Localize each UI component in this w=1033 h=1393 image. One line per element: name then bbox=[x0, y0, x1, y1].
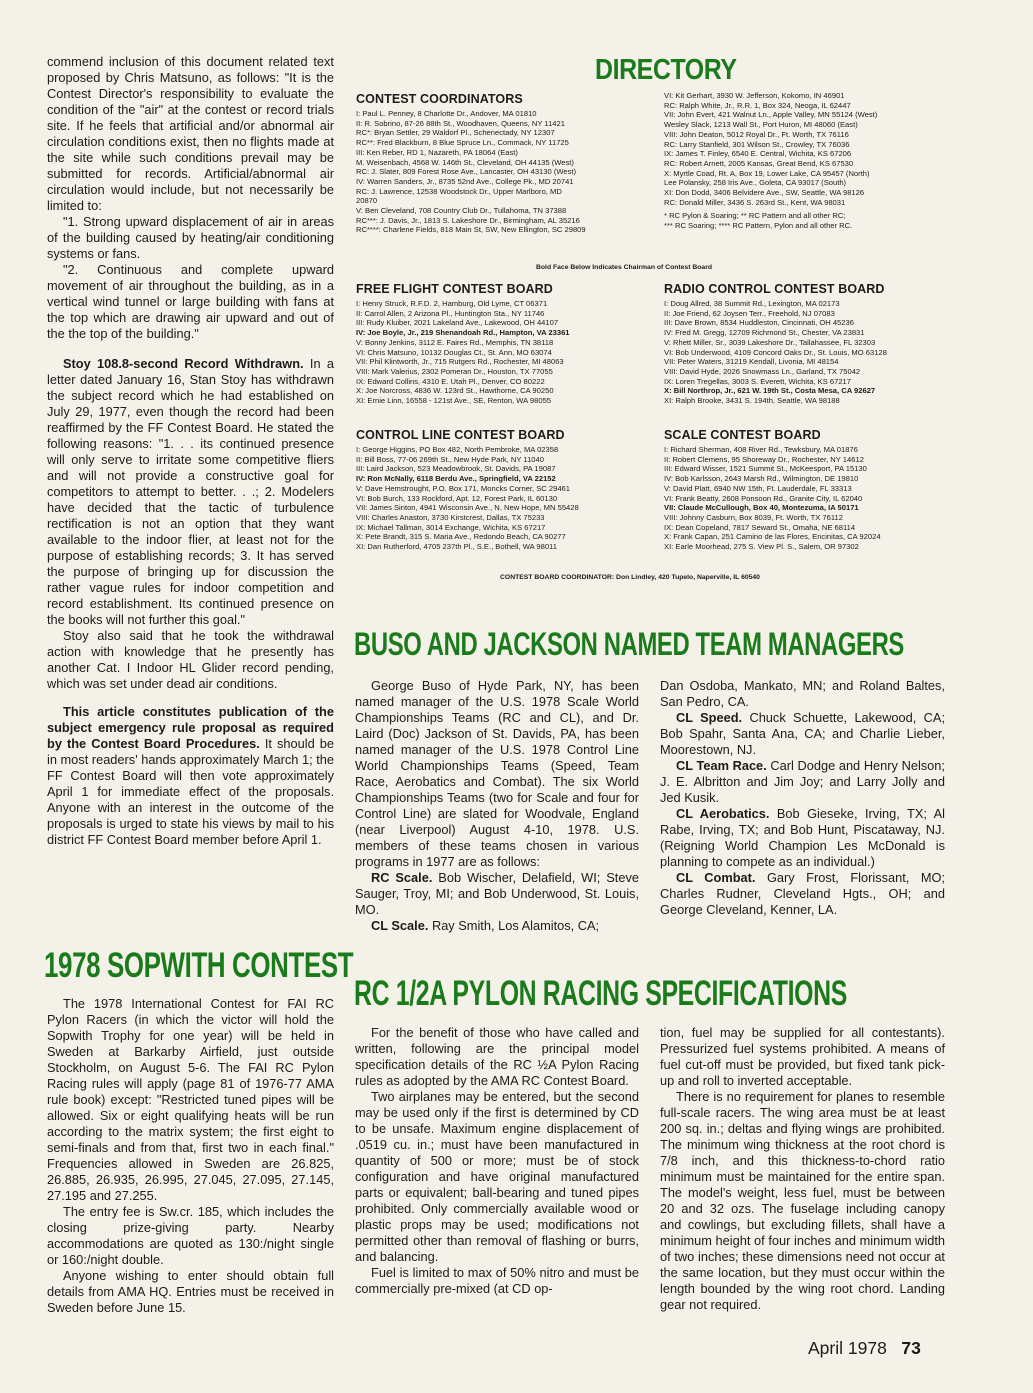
list-item: RC*: Bryan Settler, 29 Waldorf Pl., Schenectady, NY 12307 bbox=[356, 128, 555, 138]
sopwith-text bbox=[47, 996, 334, 1316]
ff-list bbox=[356, 299, 656, 406]
list-item: XI: Earle Moorhead, 275 S. View Pl. S., Salem, OR 97302 bbox=[664, 542, 859, 552]
ff-heading: FREE FLIGHT CONTEST BOARD bbox=[356, 282, 553, 296]
list-item: III: Rudy Kluiber, 2021 Lakeland Ave., Lakewood, OH 44107 bbox=[356, 318, 559, 328]
list-item: XI: Dan Rutherford, 4705 237th Pl., S.E., Bothell, WA 98011 bbox=[356, 542, 557, 552]
list-item: RC: J. Lawrence, 12538 Woodstock Dr., Upper Marlboro, MD bbox=[356, 186, 562, 196]
list-item: III: Edward Wisser, 1521 Summit St., McKeesport, PA 15130 bbox=[664, 464, 867, 474]
list-item: X: Frank Capan, 251 Camino de las Flores, Encinitas, CA 92024 bbox=[664, 532, 881, 542]
list-item: VI: Bob Underwood, 4109 Concord Oaks Dr., St. Louis, MO 63128 bbox=[664, 347, 887, 357]
contest-coordinators bbox=[356, 92, 656, 235]
free-flight-board bbox=[356, 282, 656, 406]
intro-paragraph: commend inclusion of this document related text proposed by Chris Matsuno, as follows: "It is the Contest Director's responsibility to evaluate the condition of the "air" at the contest or record trials site. If he feels that artificial and/or abnormal air circulation conditions exist, then no flights made at the site while such conditions prevail may be submitted for records. Artificial/abnormal air circulation would include, but not necessarily be limited to: bbox=[47, 54, 334, 213]
list-item: X: Pete Brandt, 315 S. Maria Ave., Redondo Beach, CA 90277 bbox=[356, 532, 566, 542]
list-item: VIII: David Hyde, 2026 Snowmass Ln., Garland, TX 75042 bbox=[664, 366, 861, 376]
cl-combat-text: Gary Frost, Florissant, MO; Charles Rudner, Cleveland Hgts., OH; and George Cleveland, Kenner, LA. bbox=[660, 870, 945, 917]
list-item: VII: Phil Klintworth, Jr., 715 Rutgers Rd., Rochester, MI 48063 bbox=[356, 357, 564, 367]
list-item: 20870 bbox=[356, 196, 378, 206]
rc-heading: RADIO CONTROL CONTEST BOARD bbox=[664, 282, 885, 296]
buso-intro: George Buso of Hyde Park, NY, has been named manager of the U.S. 1978 Scale World Championships Teams (RC and CL), and Dr. Laird (Doc) Jackson of St. Davids, PA, has been named manager of the U.S. 1978 Control Line World Championships Teams (Speed, Team Race, Aerobatics and Combat). The six World Championships Teams (two for Scale and four for Control Line) are slated for Woodvale, England (near Liverpool) August 4-10, 1978. U.S. members of these teams chosen in various programs in 1977 are as follows: bbox=[355, 678, 639, 869]
list-item: XI: Ernie Linn, 16558 - 121st Ave., SE, Renton, WA 98055 bbox=[356, 396, 552, 406]
list-item: V: Dave Hemstrought, P.O. Box 171, Moncks Corner, SC 29461 bbox=[356, 483, 570, 493]
cl-scale-label: CL Scale. bbox=[371, 918, 429, 933]
list-item: RC****: Charlene Fields, 818 Main St, SW, New Ellington, SC 29809 bbox=[356, 225, 586, 235]
radio-control-board bbox=[664, 282, 990, 406]
list-item: I: Paul L. Penney, 8 Charlotte Dr., Andover, MA 01810 bbox=[356, 109, 537, 118]
list-item: I: George Higgins, PO Box 482, North Pembroke, MA 02358 bbox=[356, 445, 559, 454]
board-coordinator-note: CONTEST BOARD COORDINATOR: Don Lindley, 420 Tupelo, Naperville, IL 60540 bbox=[500, 574, 760, 581]
intro-paragraph: "2. Continuous and complete upward movement of air throughout the building, as in a vertical wind tunnel or large building with fans at the top which are drawing air upward and out of the the top of the building." bbox=[47, 262, 334, 341]
list-item: VIII: John Deaton, 5012 Royal Dr., Ft. Worth, TX 76116 bbox=[664, 129, 849, 139]
cl-team-paragraph bbox=[660, 758, 945, 806]
pylon-paragraph: Fuel is limited to max of 50% nitro and must be commercially pre-mixed (at CD op- bbox=[355, 1265, 639, 1296]
buso-column-1 bbox=[355, 678, 639, 934]
publication-bold: This article constitutes publication of the subject emergency rule proposal as required by the Contest Board Procedures. bbox=[47, 704, 334, 751]
list-item: II: Joe Friend, 62 Joysen Terr., Freehold, NJ 07083 bbox=[664, 308, 835, 318]
list-item: RC**: Fred Blackburn, 8 Blue Spruce Ln., Commack, NY 11725 bbox=[356, 138, 569, 148]
scale-board bbox=[664, 428, 990, 552]
list-item: VIII: Johnny Casburn, Box 8039, Ft. Worth, TX 76112 bbox=[664, 512, 843, 522]
list-item: IX: Edward Collins, 4310 E. Utah Pl., Denver, CO 80222 bbox=[356, 376, 545, 386]
cl-aero-text: Bob Gieseke, Irving, TX; Al Rabe, Irving, TX; and Bob Hunt, Piscataway, NJ. (Reigning World Champion Les McDonald is planning to compete as an individual.) bbox=[660, 806, 945, 869]
list-item: IV: Ron McNally, 6118 Berdu Ave., Springfield, VA 22152 bbox=[356, 474, 556, 484]
list-item: RC: J. Slater, 809 Forest Rose Ave., Lancaster, OH 43130 (West) bbox=[356, 167, 577, 177]
list-item: III: Dave Brown, 8534 Huddleston, Cincinnati, OH 45236 bbox=[664, 318, 854, 328]
sopwith-paragraph: Anyone wishing to enter should obtain full details from AMA HQ. Entries must be received in Sweden before June 15. bbox=[47, 1268, 334, 1315]
publication-paragraph bbox=[47, 704, 334, 848]
page-footer bbox=[808, 1338, 921, 1359]
bold-face-note: Bold Face Below Indicates Chairman of Contest Board bbox=[536, 264, 712, 271]
cl-speed-label: CL Speed. bbox=[676, 710, 743, 725]
rc-scale-label: RC Scale. bbox=[371, 870, 433, 885]
list-item: VII: Peter Waters, 31219 Kendall, Livonia, MI 48154 bbox=[664, 357, 839, 367]
sopwith-headline: 1978 SOPWITH CONTEST bbox=[44, 946, 354, 985]
list-item: IV: Fred M. Gregg, 12709 Richmond St., Chester, VA 23831 bbox=[664, 328, 865, 338]
list-item: RC: Robert Arnett, 2005 Kansas, Great Bend, KS 67530 bbox=[664, 158, 854, 168]
cl-combat-paragraph bbox=[660, 870, 945, 918]
list-item: VI: Frank Beatty, 2608 Ponsoon Rd., Granite City, IL 62040 bbox=[664, 493, 863, 503]
list-item: VI: Bob Burch, 133 Rockford, Apt. 12, Forest Park, IL 60130 bbox=[356, 493, 558, 503]
list-item: VII: Claude McCullough, Box 40, Montezuma, IA 50171 bbox=[664, 503, 859, 513]
list-item: X: Bill Northrop, Jr., 621 W. 19th St., Costa Mesa, CA 92627 bbox=[664, 386, 876, 396]
pylon-paragraph: There is no requirement for planes to resemble full-scale racers. The wing area must be at least 200 sq. in.; deltas and flying wings are prohibited. The minimum wing thickness at the root chord is 7/8 inch, and this thickness-to-chord ratio minimum must be maintained for the entire span. The model's weight, less fuel, must be between 20 and 32 ozs. The fuselage including canopy and cowlings, but excluding fillets, shall have a minimum height of four inches and minimum width of two inches; these dimensions need not occur at the same location, but they must occur within the length bounded by the wing root chord. Landing gear not required. bbox=[660, 1089, 945, 1312]
cl-aero-label: CL Aerobatics. bbox=[676, 806, 770, 821]
page-number: 73 bbox=[901, 1338, 921, 1358]
list-item: V: David Platt, 6940 NW 15th, Ft. Lauderdale, FL 33313 bbox=[664, 483, 852, 493]
sopwith-paragraph: The entry fee is Sw.cr. 185, which includes the closing prize-giving party. Nearby accommodations are quoted as 130:/night single or 160:/night double. bbox=[47, 1204, 334, 1267]
pylon-paragraph: tion, fuel may be supplied for all contestants). Pressurized fuel systems prohibited. A means of fuel cut-off must be provided, but fixed tank pick-up and roll to inverted acceptable. bbox=[660, 1025, 945, 1088]
list-item: RC: Donald Miller, 3436 S. 263rd St., Kent, WA 98031 bbox=[664, 197, 846, 207]
list-item: RC***: J. Davis, Jr., 1813 S. Lakeshore Dr., Birmingham, AL 35216 bbox=[356, 215, 580, 225]
list-item: III: Ken Reber, RD 1, Nazareth, PA 18064 (East) bbox=[356, 147, 518, 157]
list-item: Lee Polansky, 258 Iris Ave., Goleta, CA 93017 (South) bbox=[664, 178, 847, 188]
cl-list bbox=[356, 445, 656, 552]
list-item: VI: Kit Gerhart, 3930 W. Jefferson, Kokomo, IN 46901 bbox=[664, 91, 845, 100]
cl-team-text: Carl Dodge and Henry Nelson; J. E. Albritton and Jim Joy; and Larry Jolly and Jed Kusik. bbox=[660, 758, 945, 805]
list-item: III: Laird Jackson, 523 Meadowbrook, St. Davids, PA 19087 bbox=[356, 464, 556, 474]
list-item: I: Henry Struck, R.F.D. 2, Hamburg, Old Lyme, CT 06371 bbox=[356, 299, 548, 308]
list-item: I: Richard Sherman, 408 River Rd., Tewksbury, MA 01876 bbox=[664, 445, 858, 454]
list-item: IV: Warren Sanders, Jr., 8735 52nd Ave., College Pk., MD 20741 bbox=[356, 176, 574, 186]
pylon-paragraph: For the benefit of those who have called and written, following are the principal model specification details of the RC ½A Pylon Racing rules as adopted by the AMA RC Contest Board. bbox=[355, 1025, 639, 1088]
cl-heading: CONTROL LINE CONTEST BOARD bbox=[356, 428, 565, 442]
buso-headline: BUSO AND JACKSON NAMED TEAM MANAGERS bbox=[354, 626, 904, 662]
cl-speed-text: Chuck Schuette, Lakewood, CA; Bob Spahr, Santa Ana, CA; and Charlie Lieber, Moorestown, NJ. bbox=[660, 710, 945, 757]
rc-scale-text: Bob Wischer, Delafield, WI; Steve Sauger, Troy, MI; and Bob Underwood, St. Louis, MO. bbox=[355, 870, 639, 917]
rc-scale-paragraph bbox=[355, 870, 639, 918]
scale-list bbox=[664, 445, 990, 552]
cl-combat-label: CL Combat. bbox=[676, 870, 756, 885]
cl-scale-paragraph bbox=[355, 918, 639, 934]
list-item: XI: Ralph Brooke, 3431 S. 194th, Seattle, WA 98188 bbox=[664, 396, 840, 406]
list-item: II: Bill Boss, 77-06 269th St., New Hyde Park, NY 11040 bbox=[356, 454, 544, 464]
list-item: IX: Loren Tregellas, 3003 S. Everett, Wichita, KS 67217 bbox=[664, 376, 851, 386]
stoy-paragraph: Stoy also said that he took the withdrawal action with knowledge that he presently has another Cat. I Indoor HL Glider record pending, which was set under dead air conditions. bbox=[47, 628, 334, 691]
directory-title: DIRECTORY bbox=[595, 54, 737, 86]
buso-column-2 bbox=[660, 678, 945, 918]
buso-continued: Dan Osdoba, Mankato, MN; and Roland Baltes, San Pedro, CA. bbox=[660, 678, 945, 709]
list-item: X: Joe Norcross, 4836 W. 123rd St., Hawthorne, CA 90250 bbox=[356, 386, 554, 396]
list-item: II: Carrol Allen, 2 Arizona Pl., Huntington Sta., NY 11746 bbox=[356, 308, 545, 318]
pylon-column-2 bbox=[660, 1025, 945, 1313]
list-item: IV: Joe Boyle, Jr., 219 Shenandoah Rd., Hampton, VA 23361 bbox=[356, 328, 570, 338]
stoy-paragraph bbox=[47, 356, 334, 628]
pylon-column-1 bbox=[355, 1025, 639, 1297]
stoy-heading: Stoy 108.8-second Record Withdrawn. bbox=[63, 356, 304, 371]
list-item: VII: John Evert, 421 Walnut Ln., Apple Valley, MN 55124 (West) bbox=[664, 110, 878, 120]
coordinators-list-left bbox=[356, 109, 656, 235]
cl-team-label: CL Team Race. bbox=[676, 758, 767, 773]
cl-scale-text: Ray Smith, Los Alamitos, CA; bbox=[431, 918, 600, 933]
issue-date: April 1978 bbox=[808, 1338, 887, 1358]
list-item: RC: Ralph White, Jr., R.R. 1, Box 324, Neoga, IL 62447 bbox=[664, 100, 851, 110]
sopwith-paragraph: The 1978 International Contest for FAI RC Pylon Racers (in which the victor will hold the Sopwith Trophy for one year) will be held in Sweden at Barkarby Airfield, just outside Stockholm, on August 5-6. The FAI RC Pylon Racing rules will apply (page 81 of 1976-77 AMA rule book) except: "Restricted tuned pipes will be allowed. Six or eight qualifying heats will be run according to the matrix system; the first eight to semi-finals and from that, first two in each final." Frequencies allowed in Sweden are 26.825, 26.885, 26.935, 26.995, 27.045, 27.095, 27.145, 27.195 and 27.255. bbox=[47, 996, 334, 1203]
control-line-board bbox=[356, 428, 656, 552]
list-item: I: Doug Allred, 38 Summit Rd., Lexington, MA 02173 bbox=[664, 299, 840, 308]
cl-aero-paragraph bbox=[660, 806, 945, 870]
list-item: *** RC Soaring; **** RC Pattern, Pylon and all other RC. bbox=[664, 221, 853, 231]
list-item: II: Robert Clemens, 95 Shoreway Dr., Rochester, NY 14612 bbox=[664, 454, 864, 464]
left-column-text bbox=[47, 54, 334, 848]
coordinators-heading: CONTEST COORDINATORS bbox=[356, 92, 523, 106]
list-item: IX: Dean Copeland, 7817 Seward St., Omaha, NE 68114 bbox=[664, 522, 856, 532]
list-item: * RC Pylon & Soaring; ** RC Pattern and all other RC; bbox=[664, 211, 846, 221]
list-item: VII: James Sinton, 4941 Wisconsin Ave., N. New Hope, MN 55428 bbox=[356, 503, 579, 513]
list-item: XI: Don Dodd, 3406 Belvidere Ave., SW, Seattle, WA 98126 bbox=[664, 188, 865, 198]
stoy-text: In a letter dated January 16, Stan Stoy has withdrawn the subject record which he had established on July 29, 1977, even though the record had been reaffirmed by the FF Contest Board. He stated the following reasons: "1. . . its continued presence will only serve to irritate some competitive fliers and will not provide a constructive goal for competitors to attempt to better. . .; 2. Modelers have decided that the tactic of turbulence rectification is not an option that they want available to the indoor flier, at least not for the purpose of establishing records; 3. It has served the purpose of bringing up for discussion the rather vague rules for indoor competition and record establishment. Its continued presence on the books will not further this goal." bbox=[47, 356, 334, 627]
coordinators-list-right bbox=[664, 91, 990, 231]
pylon-paragraph: Two airplanes may be entered, but the second may be used only if the first is determined by CD to be unsafe. Maximum engine displacement of .0519 cu. in.; must have been manufactured in quantity of 500 or more; must be of stock configuration and have original manufactured parts or equivalent; ball-bearing and tuned pipes prohibited. Only commercially available wood or plastic props may be used; modifications not permitted other than removal of flashing or burrs, and balancing. bbox=[355, 1089, 639, 1264]
list-item: IX: James T. Finley, 6540 E. Central, Wichita, KS 67206 bbox=[664, 149, 852, 159]
pylon-headline: RC 1/2A PYLON RACING SPECIFICATIONS bbox=[354, 974, 847, 1013]
list-item: IV: Bob Karlsson, 2643 Marsh Rd., Wilmington, DE 19810 bbox=[664, 474, 859, 484]
list-item: V: Rhett Miller, Sr., 3039 Lakeshore Dr., Tallahassee, FL 32303 bbox=[664, 337, 876, 347]
list-item: VIII: Mark Valerius, 2302 Pomeran Dr., Houston, TX 77055 bbox=[356, 366, 553, 376]
list-item: V: Ben Cleveland, 708 Country Club Dr., Tullahoma, TN 37388 bbox=[356, 206, 567, 216]
cl-speed-paragraph bbox=[660, 710, 945, 758]
rc-list bbox=[664, 299, 990, 406]
list-item: VI: Chris Matsuno, 10132 Douglas Ct., St. Ann, MO 63074 bbox=[356, 347, 552, 357]
list-item: M. Weisenbach, 4568 W. 146th St., Cleveland, OH 44135 (West) bbox=[356, 157, 574, 167]
list-item: IX: Michael Tallman, 3014 Exchange, Wichita, KS 67217 bbox=[356, 522, 546, 532]
intro-paragraph: "1. Strong upward displacement of air in areas of the building caused by heating/air conditioning systems or fans. bbox=[47, 214, 334, 261]
list-item: RC: Larry Stanfield, 301 Wilson St., Crowley, TX 76036 bbox=[664, 139, 850, 149]
list-item: Wesley Slack, 1213 Wall St., Port Huron, MI 48060 (East) bbox=[664, 120, 858, 130]
list-item: X: Myrtle Coad, Rt. A, Box 19, Lower Lake, CA 95457 (North) bbox=[664, 168, 870, 178]
scale-heading: SCALE CONTEST BOARD bbox=[664, 428, 821, 442]
list-item: II: R. Sobrino, 87-26 88th St., Woodhaven, Queens, NY 11421 bbox=[356, 118, 565, 128]
list-item: VIII: Charles Anaston, 3730 Kirstcrest, Dallas, TX 75233 bbox=[356, 512, 545, 522]
list-item: V: Bonny Jenkins, 3112 E. Faires Rd., Memphis, TN 38118 bbox=[356, 337, 554, 347]
publication-text: It should be in most readers' hands approximately March 1; the FF Contest Board will then vote approximately April 1 for immediate effect of the proposals. Anyone with an interest in the outcome of the proposals is urged to state his views by mail to his district FF Contest Board member before April 1. bbox=[47, 736, 334, 847]
